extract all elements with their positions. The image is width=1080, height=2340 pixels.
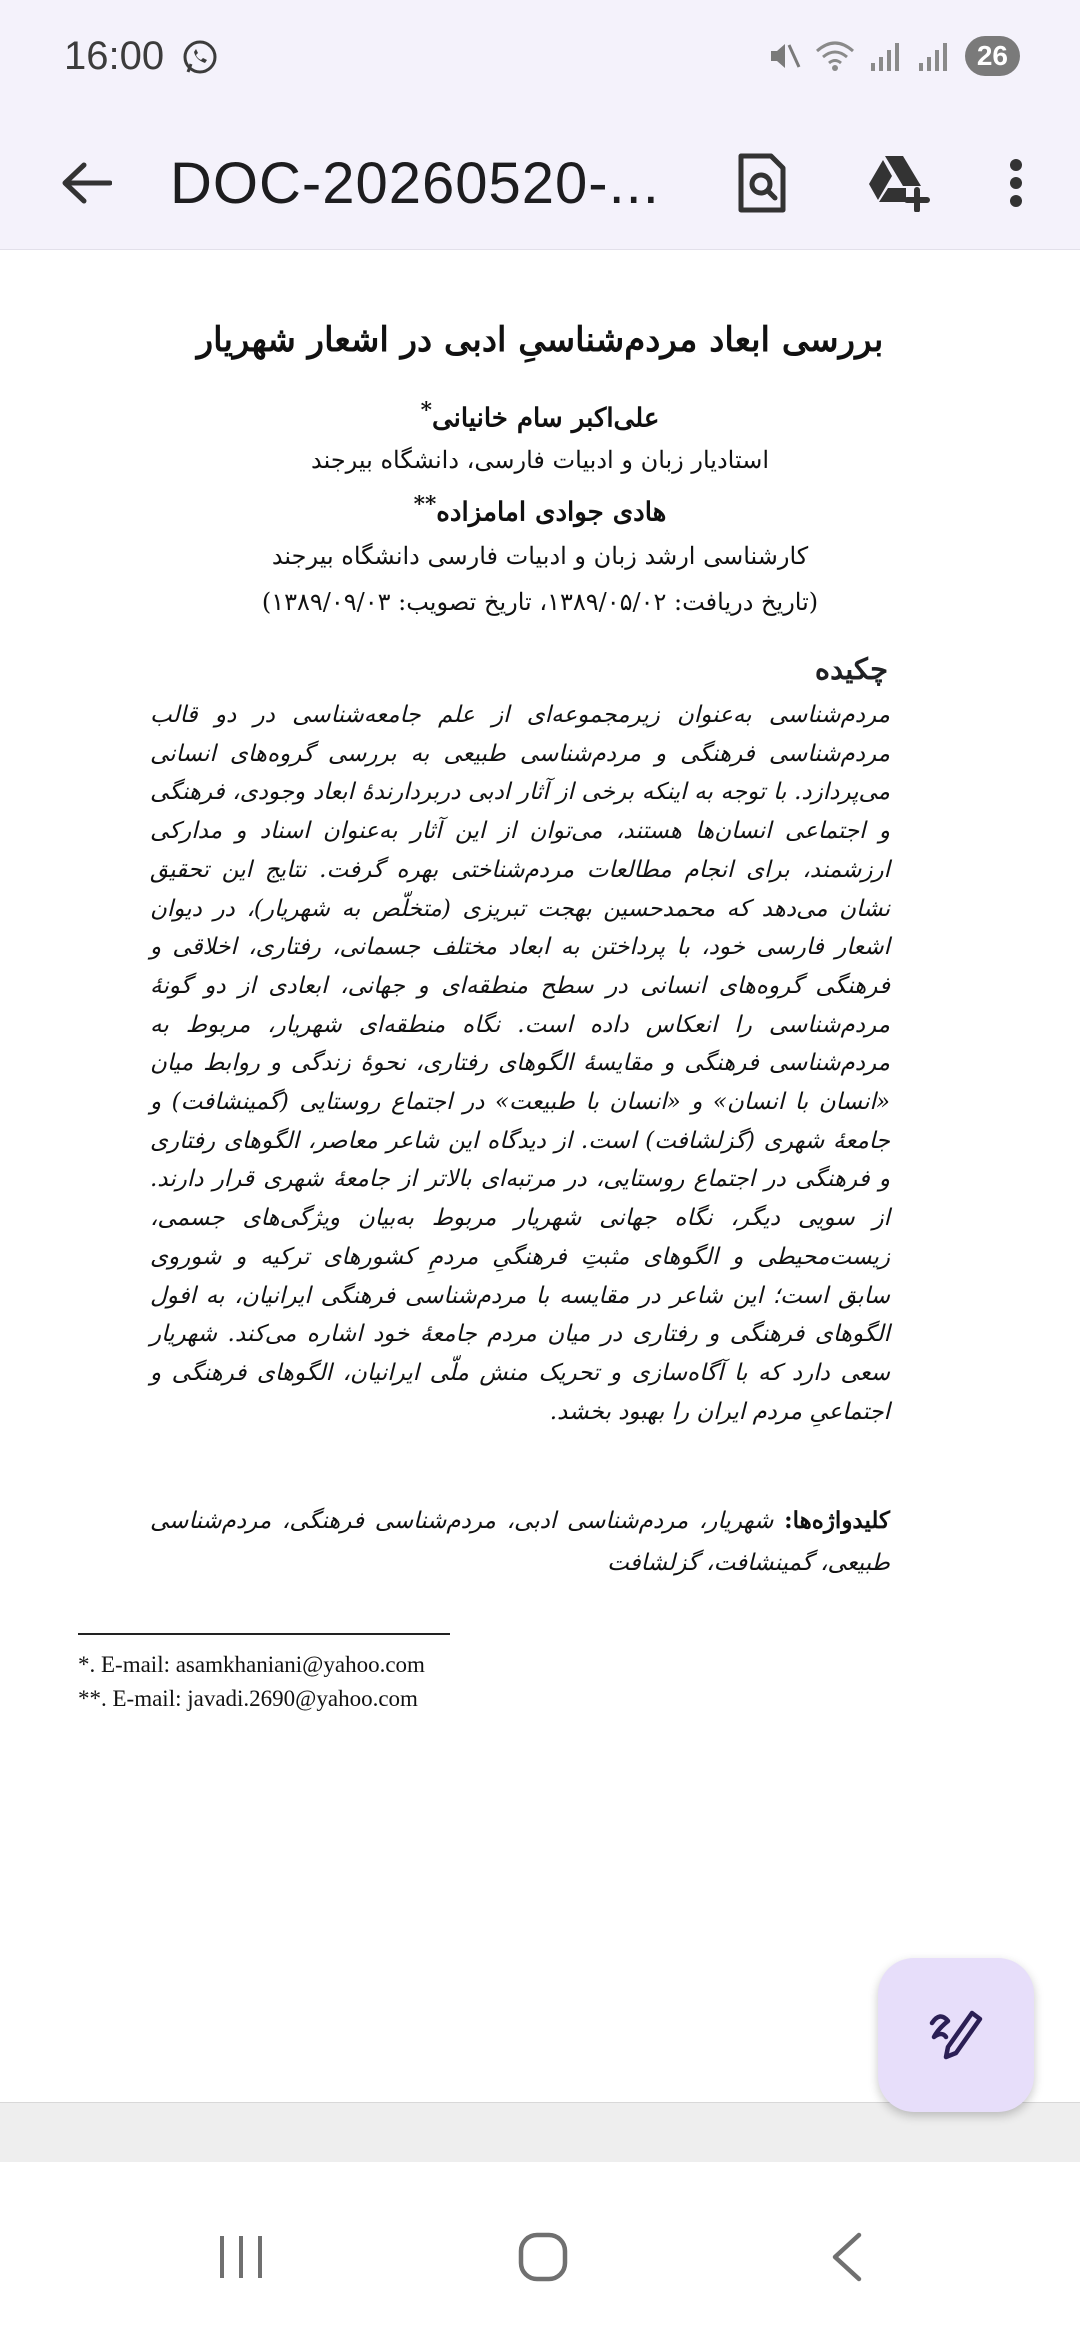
document-page[interactable] [0, 252, 1080, 2102]
back-button[interactable] [46, 145, 126, 225]
author-2-affiliation: کارشناسی ارشد زبان و ادبیات فارسی دانشگاه بیرجند [271, 542, 809, 570]
status-bar [0, 0, 1080, 120]
recent-apps-icon [216, 2234, 266, 2284]
paper-title: بررسی ابعاد مردم‌شناسیِ ادبی در اشعار شهریار [196, 320, 884, 360]
battery-level: 26 [965, 36, 1020, 76]
author-2-mark: ** [413, 492, 437, 517]
app-bar [0, 120, 1080, 250]
system-navigation-bar [0, 2162, 1080, 2340]
edit-annotate-icon [926, 2003, 986, 2067]
more-vert-icon [1008, 158, 1024, 212]
footnote-divider [78, 1633, 450, 1635]
back-arrow-icon [60, 161, 112, 209]
document-search-icon [737, 152, 787, 218]
more-options-button[interactable] [976, 145, 1056, 225]
author-1 [100, 398, 980, 434]
drive-add-icon [865, 154, 931, 216]
author-1-affiliation: استادیار زبان و ادبیات فارسی، دانشگاه بیرجند [310, 446, 769, 474]
footnote-1: *. E-mail: asamkhaniani@yahoo.com [78, 1652, 425, 1677]
status-time: 16:00 [64, 34, 165, 78]
nav-back-icon [827, 2231, 867, 2287]
keywords [150, 1500, 890, 1584]
abstract-text: مردم‌شناسی به‌عنوان زیرمجموعه‌ای از علم جامعه‌شناسی در دو قالب مردم‌شناسی فرهنگی و مردم‌شناسی طبیعی به بررسی گروه‌های انسانی می‌پردازد. با توجه به اینکه برخی از آثار ادبی دربردارندهٔ ابعاد وجودی، فرهنگی و اجتماعی انسان‌ها هستند، می‌توان از این آثار به‌عنوان اسناد و مدارکی ارزشمند، برای انجام مطالعات مردم‌شناختی بهره گرفت. نتایج این تحقیق نشان می‌دهد که محمدحسین بهجت تبریزی (متخلّص به شهریار)، در دیوان اشعار فارسی خود، با پرداختن به ابعاد مختلف جسمانی، رفتاری، اخلاقی و فرهنگی گروه‌های انسانی در سطح منطقه‌ای و جهانی، ابعادی از دو گونهٔ مردم‌شناسی را انعکاس داده است. نگاه منطقه‌ای شهریار، مربوط به مردم‌شناسی فرهنگی و مقایسهٔ الگوهای رفتاری، نحوهٔ زندگی و روابط میان «انسان با انسان» و «انسان با طبیعت» در اجتماع روستایی (گمینشافت) و جامعهٔ شهری (گزلشافت) است. از دیدگاه این شاعر معاصر، الگوهای رفتاری و فرهنگی در اجتماع روستایی، در مرتبه‌ای بالاتر از جامعهٔ شهری قرار دارند. از سویی دیگر، نگاه جهانی شهریار مربوط به‌بیان ویژگی‌های جسمی، زیست‌محیطی و الگوهای مثبتِ فرهنگیِ مردمِ کشورهای ترکیه و شوروی سابق است؛ این شاعر در مقایسه با مردم‌شناسی فرهنگی ایرانیان، به افول الگوهای فرهنگی و رفتاری در میان مردم جامعهٔ خود اشاره می‌کند. شهریار سعی دارد که با آگاه‌سازی و تحریک منش ملّی ایرانیان، الگوهای فرهنگی و اجتماعیِ مردم ایران را بهبود بخشد. [150, 702, 890, 1425]
mute-icon [767, 39, 801, 73]
keywords-list: شهریار، مردم‌شناسی ادبی، مردم‌شناسی فرهنگی، مردم‌شناسی طبیعی، گمینشافت، گزلشافت [150, 1508, 890, 1576]
author-2 [100, 492, 980, 528]
footnote-2: **. E-mail: javadi.2690@yahoo.com [78, 1686, 418, 1711]
abstract-heading: چکیده [814, 652, 888, 686]
keywords-label: کلیدواژه‌ها: [784, 1507, 890, 1534]
nav-back-button[interactable] [802, 2214, 892, 2304]
find-in-document-button[interactable] [722, 145, 802, 225]
save-to-drive-button[interactable] [858, 145, 938, 225]
wifi-icon [815, 39, 855, 73]
submission-dates: (تاریخ دریافت: ۱۳۸۹/۰۵/۰۲، تاریخ تصویب: ۱۳۸۹/۰۹/۰۳) [261, 588, 819, 616]
recent-apps-button[interactable] [196, 2214, 286, 2304]
annotate-fab[interactable] [878, 1958, 1034, 2112]
signal-icon-sim1 [869, 39, 903, 73]
author-1-mark: * [420, 398, 432, 423]
document-title: DOC-20260520-... [170, 151, 660, 216]
author-1-name: علی‌اکبر سام خانیانی [431, 403, 660, 434]
signal-icon-sim2 [917, 39, 951, 73]
author-2-name: هادی جوادی امامزاده [436, 497, 667, 528]
whatsapp-notification-icon [180, 38, 220, 78]
home-button[interactable] [498, 2214, 588, 2304]
home-icon [517, 2231, 569, 2287]
